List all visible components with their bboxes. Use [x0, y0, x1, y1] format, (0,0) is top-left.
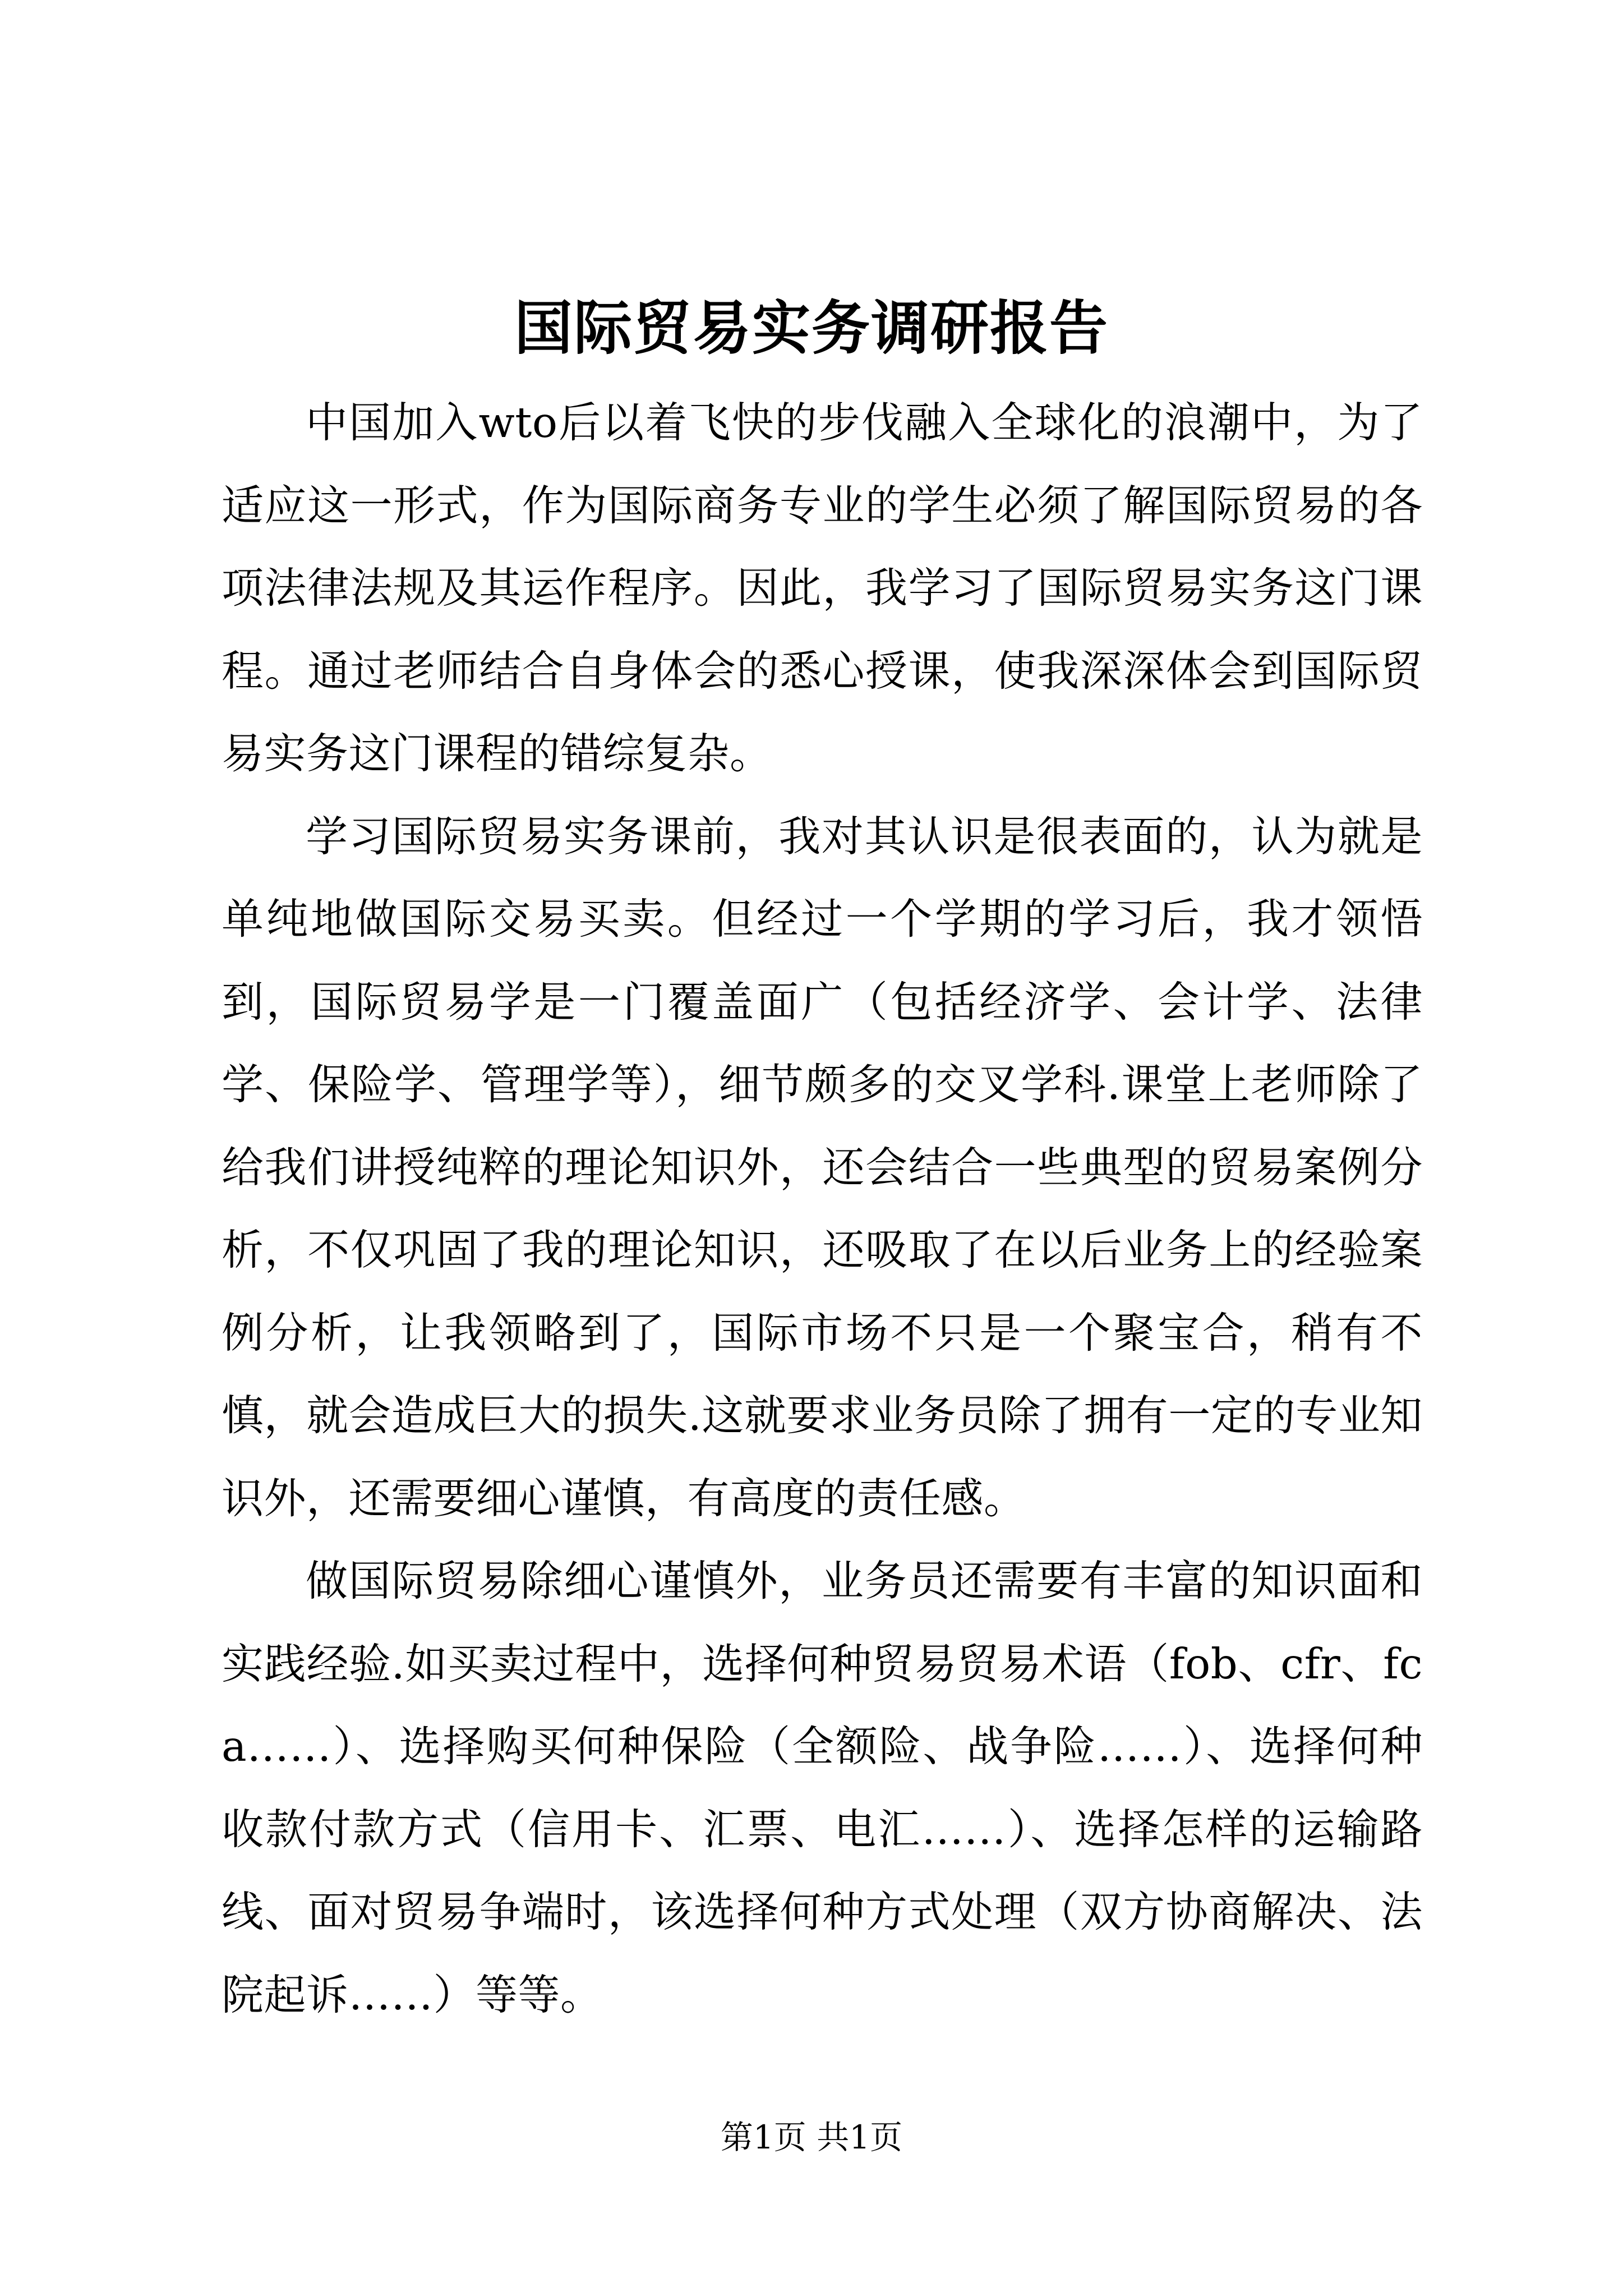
paragraph: 中国加入wto后以着飞快的步伐融入全球化的浪潮中，为了适应这一形式，作为国际商务专业的学生必须了解国际贸易的各项法律法规及其运作程序。因此，我学习了国际贸易实务这门课程。通过老师结合自身体会的悉心授课，使我深深体会到国际贸易实务这门课程的错综复杂。 [222, 398, 1423, 778]
page-number-footer: 第1页 共1页 [720, 2118, 903, 2156]
document-body [222, 381, 1423, 2036]
paragraph: 学习国际贸易实务课前，我对其认识是很表面的，认为就是单纯地做国际交易买卖。但经过一个学期的学习后，我才领悟到，国际贸易学是一门覆盖面广（包括经济学、会计学、法律学、保险学、管理学等），细节颇多的交叉学科.课堂上老师除了给我们讲授纯粹的理论知识外，还会结合一些典型的贸易案例分析，不仅巩固了我的理论知识，还吸取了在以后业务上的经验案例分析，让我领略到了，国际市场不只是一个聚宝合，稍有不慎，就会造成巨大的损失.这就要求业务员除了拥有一定的专业知识外，还需要细心谨慎，有高度的责任感。 [222, 811, 1423, 1523]
paragraph: 做国际贸易除细心谨慎外，业务员还需要有丰富的知识面和实践经验.如买卖过程中，选择何种贸易贸易术语（fob、cfr、fca……）、选择购买何种保险（全额险、战争险……）、选择何种收款付款方式（信用卡、汇票、电汇……）、选择怎样的运输路线、面对贸易争端时，该选择何种方式处理（双方协商解决、法院起诉……）等等。 [222, 1556, 1423, 2019]
document-title: 国际贸易实务调研报告 [514, 293, 1109, 362]
